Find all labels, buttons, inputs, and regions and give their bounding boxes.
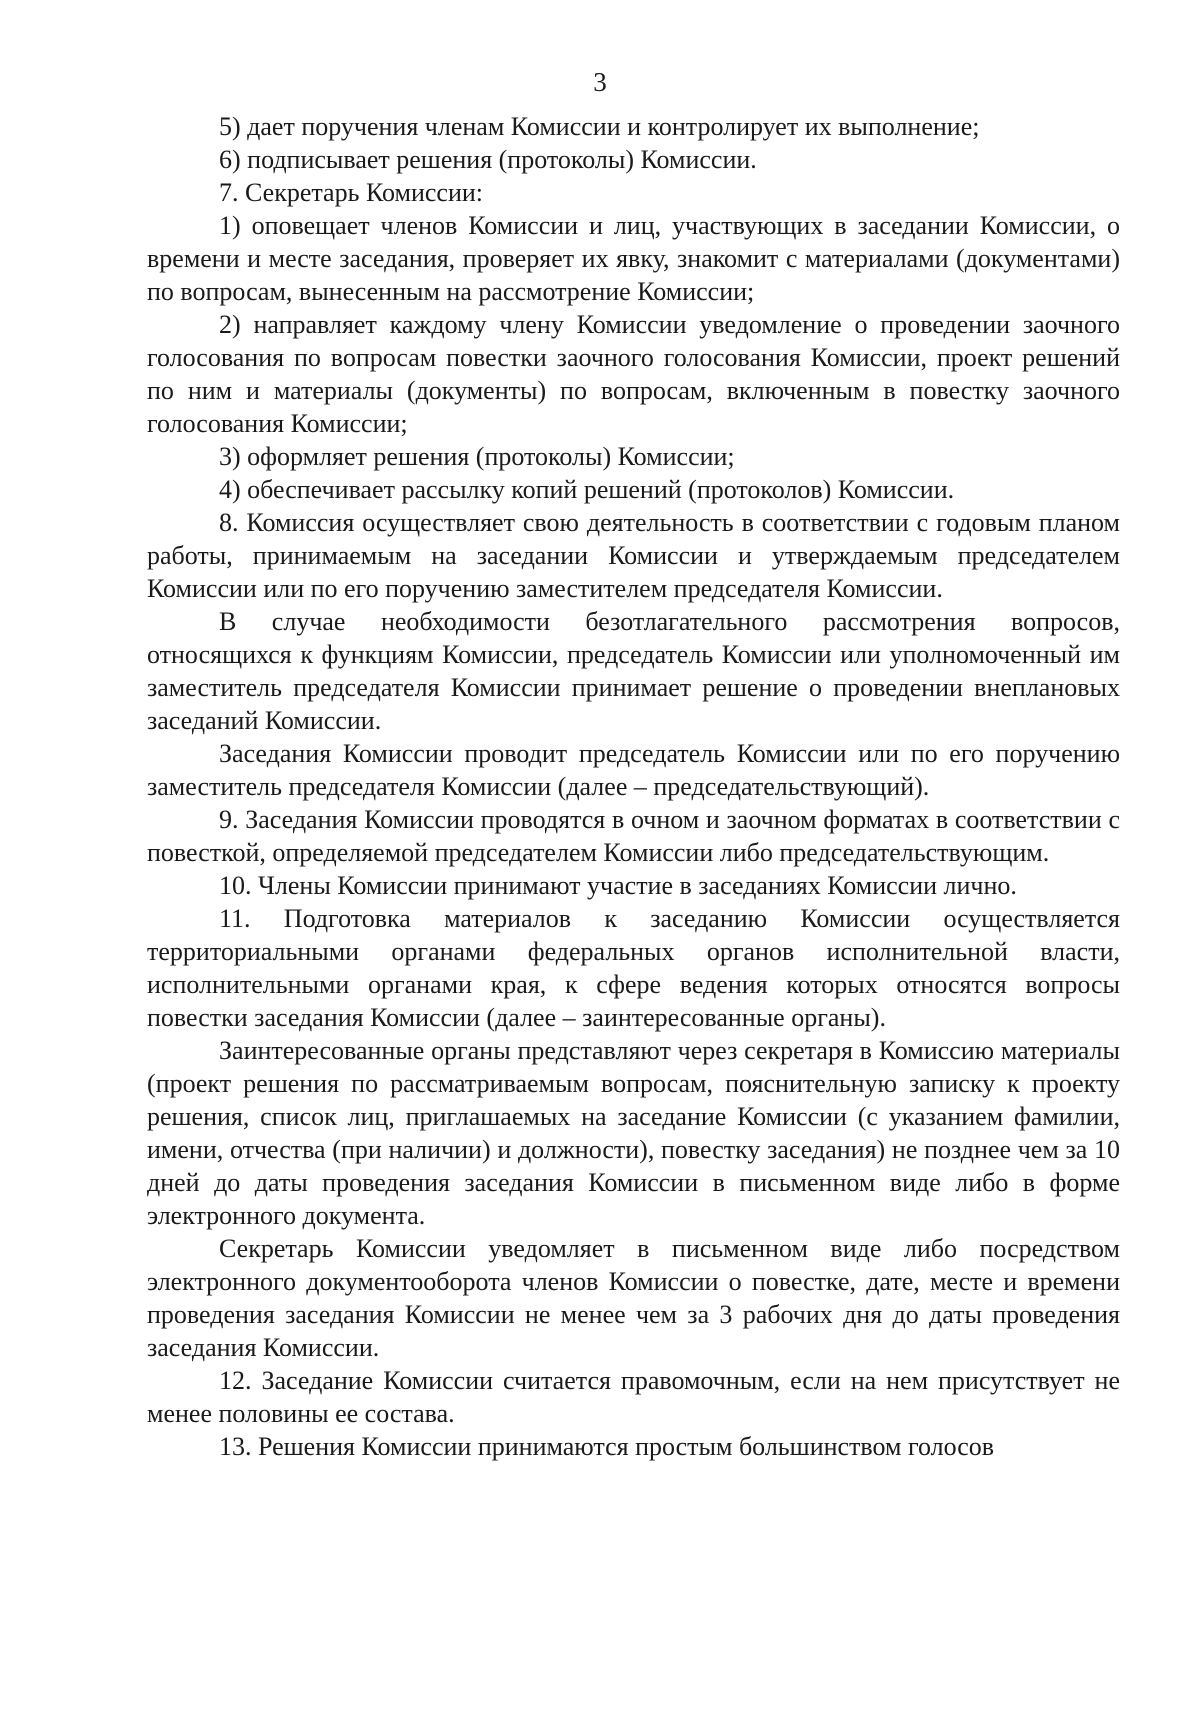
paragraph-13: 13. Решения Комиссии принимаются простым большинством голосов [219, 1432, 995, 1461]
paragraph-7-2: 2) направляет каждому члену Комиссии уведомление о проведении заочного голосования по вопросам повестки заочного голосования Комиссии, проект решений по ним и материалы (документы) по вопросам, включенным в повестку заочного голосования Комиссии; [147, 310, 1120, 438]
paragraph-11-notice: Секретарь Комиссии уведомляет в письменном виде либо посредством электронного документооборота членов Комиссии о повестке, дате, месте и времени проведения заседания Комиссии не менее чем за 3 рабочих дня до даты проведения заседания Комиссии. [147, 1234, 1120, 1362]
paragraph-7-1: 1) оповещает членов Комиссии и лиц, участвующих в заседании Комиссии, о времени и месте заседания, проверяет их явку, знакомит с материалами (документами) по вопросам, вынесенным на рассмотрение Комиссии; [147, 211, 1120, 306]
paragraph-6: 6) подписывает решения (протоколы) Комиссии. [219, 145, 757, 174]
paragraph-11: 11. Подготовка материалов к заседанию Комиссии осуществляется территориальными органами федеральных органов исполнительной власти, исполнительными органами края, к сфере ведения которых относятся вопросы повестки заседания Комиссии (далее – заинтересованные органы). [147, 904, 1120, 1032]
paragraph-8: 8. Комиссия осуществляет свою деятельность в соответствии с годовым планом работы, принимаемым на заседании Комиссии и утверждаемым председателем Комиссии или по его поручению заместителем председателя Комиссии. [147, 508, 1120, 603]
paragraph-9: 9. Заседания Комиссии проводятся в очном и заочном форматах в соответствии с повесткой, определяемой председателем Комиссии либо председательствующим. [147, 805, 1120, 867]
paragraph-12: 12. Заседание Комиссии считается правомочным, если на нем присутствует не менее половины ее состава. [147, 1366, 1120, 1428]
paragraph-5: 5) дает поручения членам Комиссии и контролирует их выполнение; [219, 112, 980, 141]
paragraph-7-3: 3) оформляет решения (протоколы) Комиссии; [219, 442, 735, 471]
paragraph-7-heading: 7. Секретарь Комиссии: [219, 178, 483, 207]
paragraph-10: 10. Члены Комиссии принимают участие в заседаниях Комиссии лично. [219, 871, 1017, 900]
page-number: 3 [593, 67, 607, 97]
document-body [147, 110, 1120, 1463]
paragraph-8-chair: Заседания Комиссии проводит председатель Комиссии или по его поручению заместитель председателя Комиссии (далее – председательствующий). [147, 739, 1120, 801]
paragraph-11-materials: Заинтересованные органы представляют через секретаря в Комиссию материалы (проект решения по рассматриваемым вопросам, пояснительную записку к проекту решения, список лиц, приглашаемых на заседание Комиссии (с указанием фамилии, имени, отчества (при наличии) и должности), повестку заседания) не позднее чем за 10 дней до даты проведения заседания Комиссии в письменном виде либо в форме электронного документа. [147, 1036, 1120, 1230]
paragraph-7-4: 4) обеспечивает рассылку копий решений (протоколов) Комиссии. [219, 475, 955, 504]
paragraph-8-urgent: В случае необходимости безотлагательного рассмотрения вопросов, относящихся к функциям Комиссии, председатель Комиссии или уполномоченный им заместитель председателя Комиссии принимает решение о проведении внеплановых заседаний Комиссии. [147, 607, 1120, 735]
